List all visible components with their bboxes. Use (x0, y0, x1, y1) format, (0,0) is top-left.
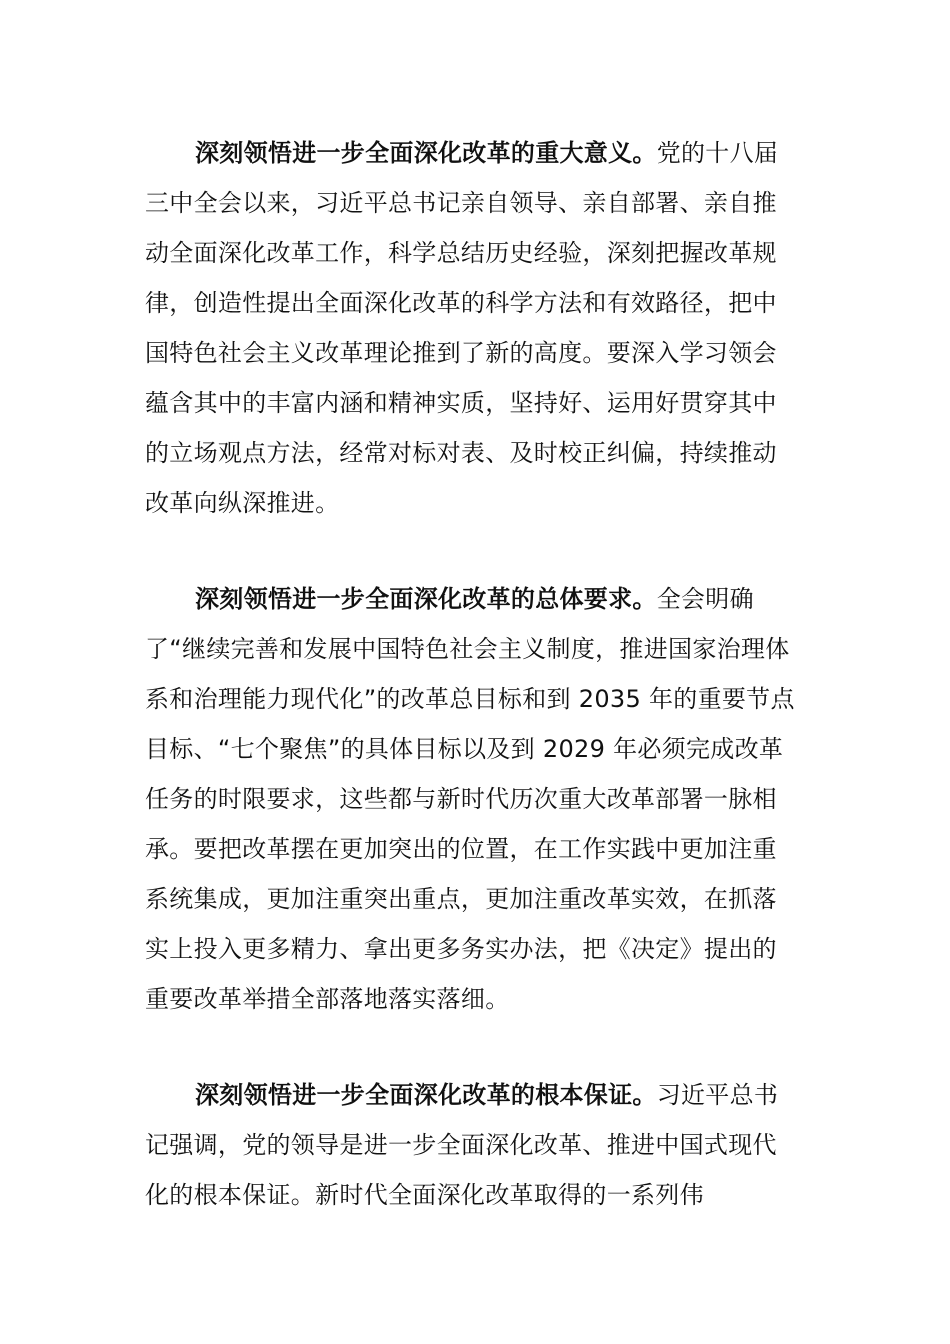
paragraph-heading: 深刻领悟进一步全面深化改革的重大意义。 (195, 139, 657, 167)
paragraph-heading: 深刻领悟进一步全面深化改革的总体要求。 (195, 585, 657, 613)
paragraph-text: 全会明确了“继续完善和发展中国特色社会主义制度，推进国家治理体系和治理能力现代化”的改革总目标和到 2035 年的重要节点目标、“七个聚焦”的具体目标以及到 2029 年必须完成改革任务的时限要求，这些都与新时代历次重大改革部署一脉相承。要把改革摆在更加突出的位置，在工作实践中更加注重系统集成，更加注重突出重点，更加注重改革实效，在抓落实上投入更多精力、拿出更多务实办法，把《决定》提出的重要改革举措全部落地落实落细。 (145, 585, 795, 1013)
paragraph-guarantee (145, 1070, 800, 1220)
paragraph-significance (145, 128, 800, 528)
paragraph-text: 习近平总书记强调，党的领导是进一步全面深化改革、推进中国式现代化的根本保证。新时代全面深化改革取得的一系列伟 (145, 1081, 779, 1209)
paragraph-requirements (145, 574, 800, 1024)
paragraph-heading: 深刻领悟进一步全面深化改革的根本保证。 (195, 1081, 657, 1109)
paragraph-text: 党的十八届三中全会以来，习近平总书记亲自领导、亲自部署、亲自推动全面深化改革工作，科学总结历史经验，深刻把握改革规律，创造性提出全面深化改革的科学方法和有效路径，把中国特色社会主义改革理论推到了新的高度。要深入学习领会蕴含其中的丰富内涵和精神实质，坚持好、运用好贯穿其中的立场观点方法，经常对标对表、及时校正纠偏，持续推动改革向纵深推进。 (145, 139, 779, 517)
document-body (145, 128, 800, 1266)
